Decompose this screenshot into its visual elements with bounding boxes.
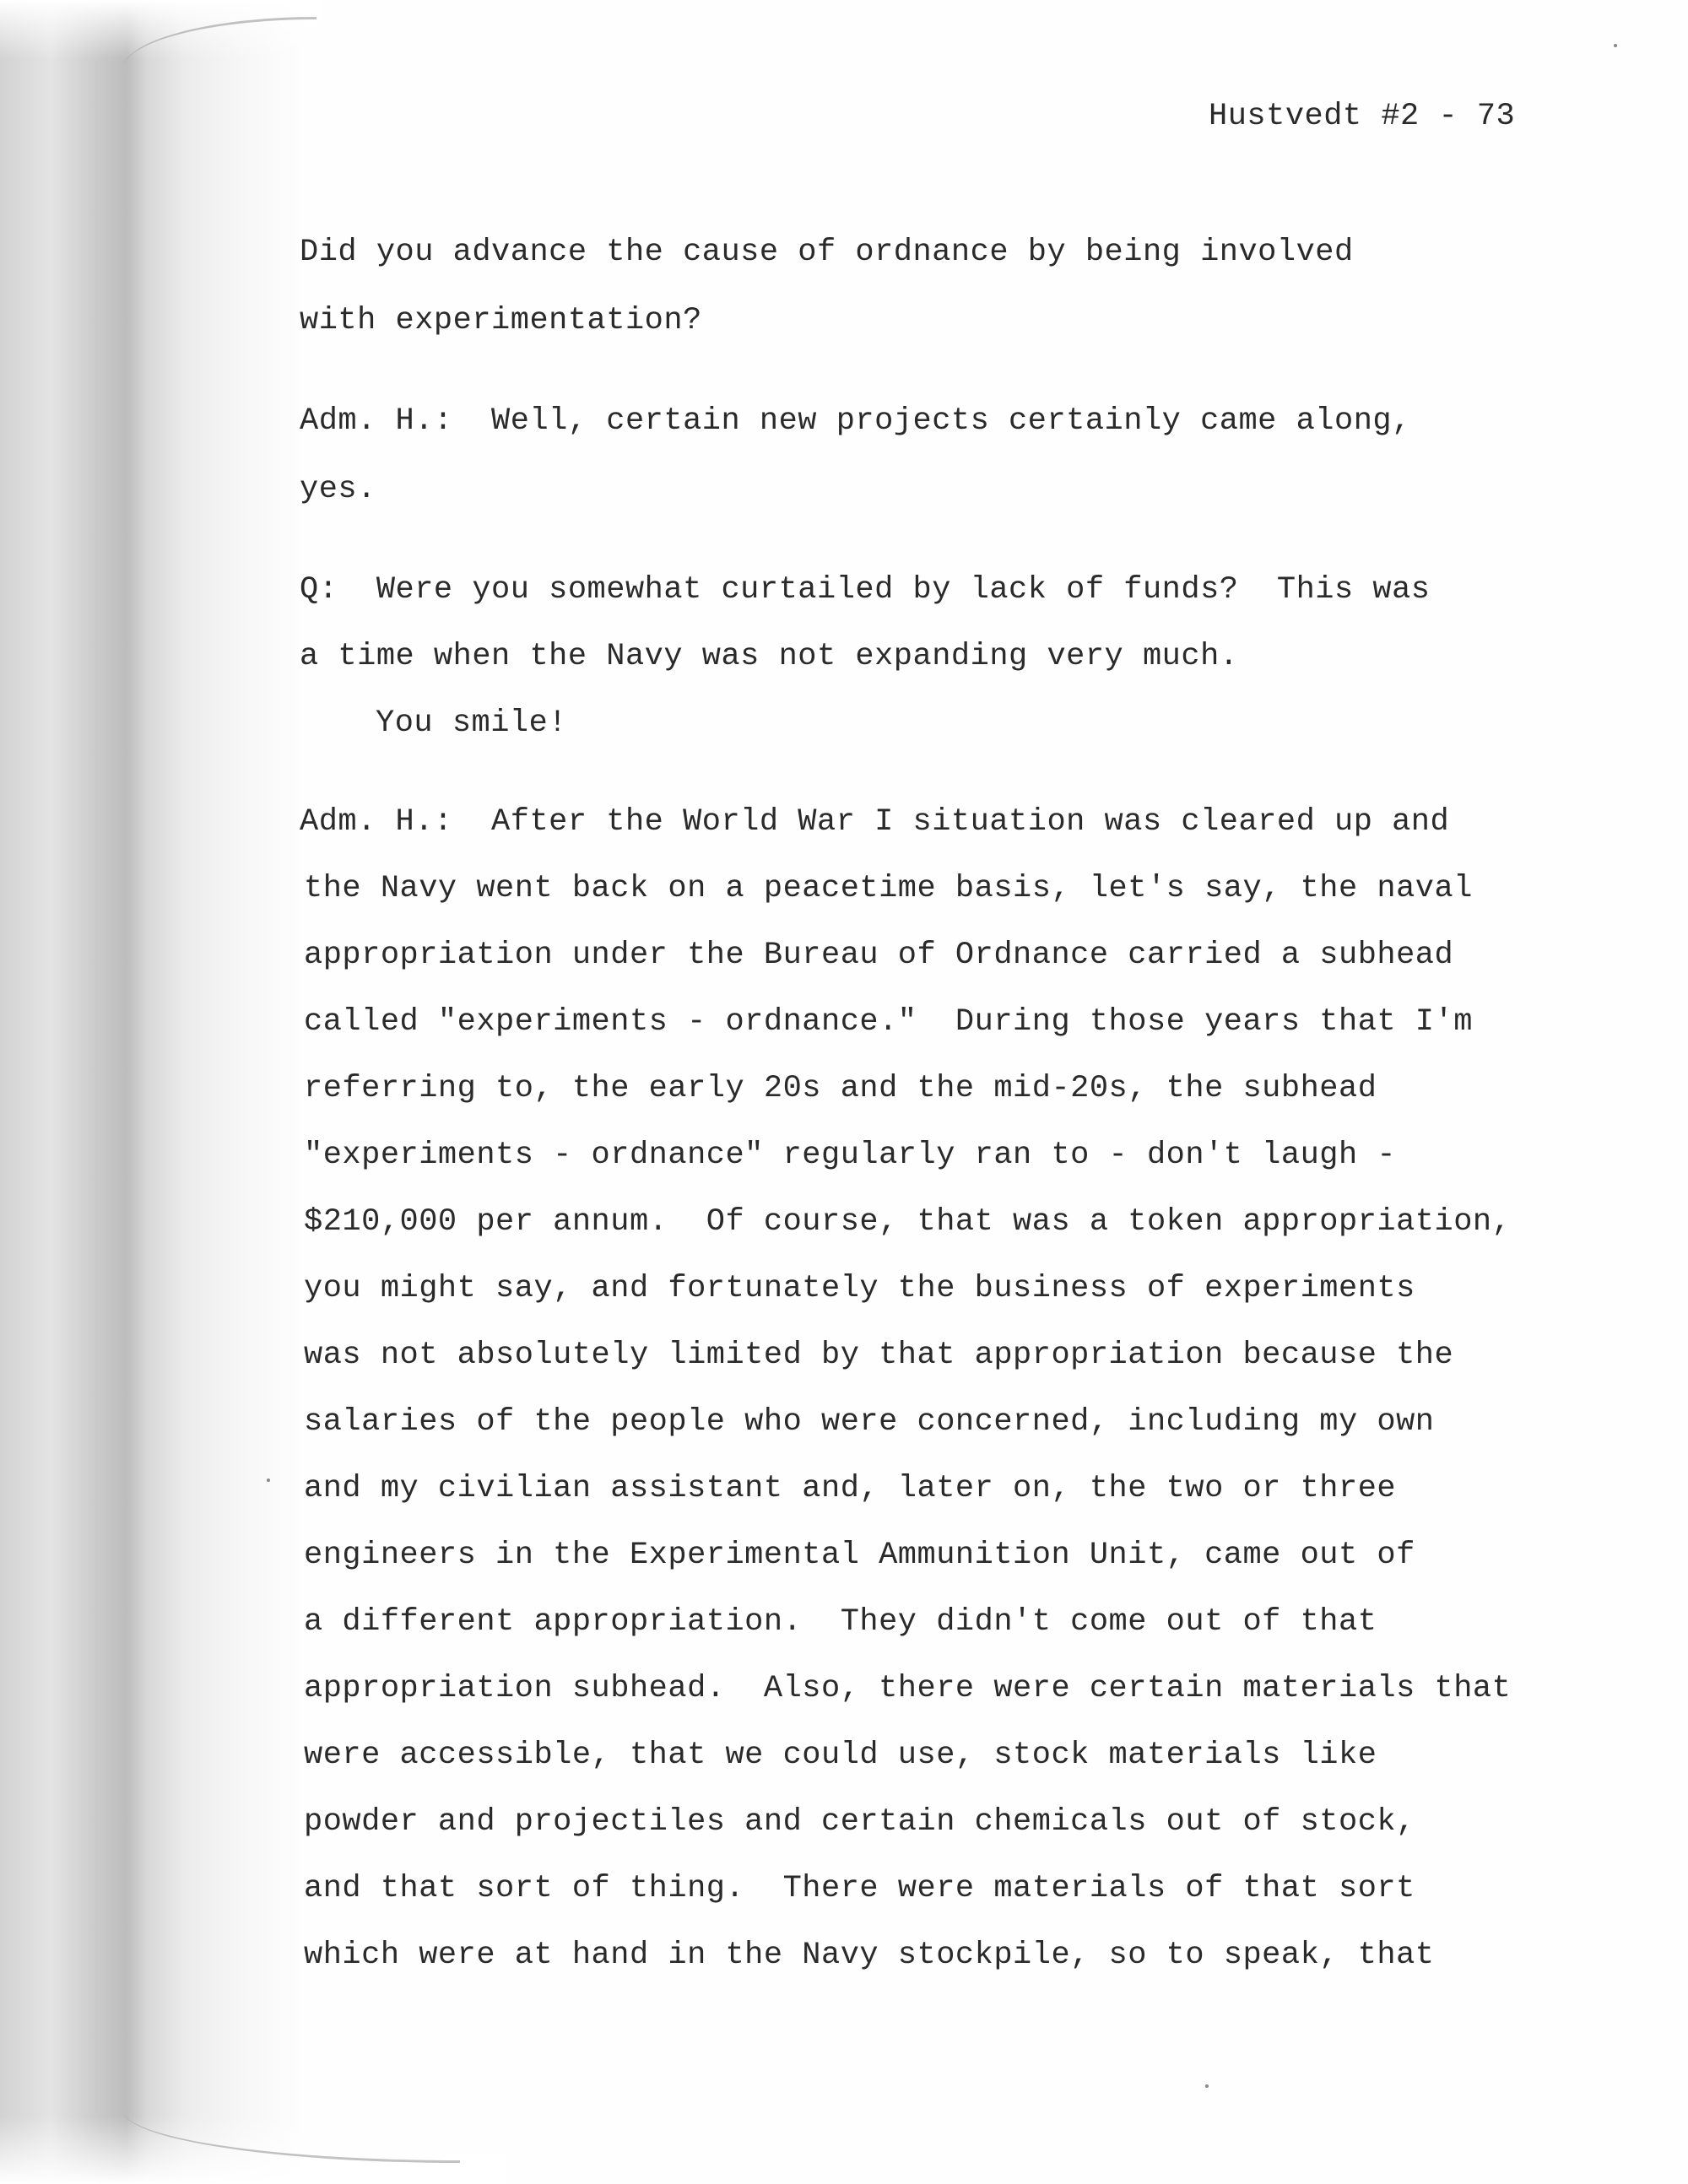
body-line: "experiments - ordnance" regularly ran to - don't laugh -: [304, 1138, 1397, 1173]
body-line: a time when the Navy was not expanding very much.: [300, 639, 1239, 674]
body-line: You smile!: [376, 705, 568, 741]
page-header: Hustvedt #2 - 73: [1209, 99, 1516, 134]
body-line: $210,000 per annum. Of course, that was a token appropriation,: [304, 1204, 1512, 1240]
body-line: were accessible, that we could use, stock materials like: [304, 1738, 1377, 1773]
body-line: salaries of the people who were concerned, including my own: [304, 1404, 1435, 1440]
scan-speck: [267, 1479, 270, 1482]
body-line: referring to, the early 20s and the mid-20s, the subhead: [304, 1071, 1377, 1106]
body-line: the Navy went back on a peacetime basis, let's say, the naval: [304, 871, 1473, 906]
body-line: with experimentation?: [300, 303, 702, 338]
body-line: Adm. H.: Well, certain new projects certainly came along,: [300, 403, 1411, 439]
body-line: appropriation under the Bureau of Ordnance carried a subhead: [304, 938, 1454, 973]
binding-shadow: [0, 0, 304, 2184]
body-line: a different appropriation. They didn't come out of that: [304, 1604, 1377, 1640]
body-line: and my civilian assistant and, later on, the two or three: [304, 1471, 1397, 1506]
body-line: Q: Were you somewhat curtailed by lack of funds? This was: [300, 572, 1431, 608]
body-line: Did you advance the cause of ordnance by being involved: [300, 235, 1354, 270]
body-line: which were at hand in the Navy stockpile, so to speak, that: [304, 1938, 1435, 1973]
scan-speck: [1205, 2084, 1209, 2088]
body-line: was not absolutely limited by that appropriation because the: [304, 1338, 1454, 1373]
body-line: called "experiments - ordnance." During those years that I'm: [304, 1004, 1473, 1040]
body-line: you might say, and fortunately the business of experiments: [304, 1271, 1415, 1306]
body-line: engineers in the Experimental Ammunition Unit, came out of: [304, 1538, 1415, 1573]
body-line: appropriation subhead. Also, there were certain materials that: [304, 1671, 1512, 1706]
body-line: and that sort of thing. There were materials of that sort: [304, 1871, 1415, 1906]
scan-speck: [1614, 44, 1617, 47]
body-line: powder and projectiles and certain chemicals out of stock,: [304, 1804, 1415, 1840]
body-line: yes.: [300, 472, 376, 507]
body-line: Adm. H.: After the World War I situation was cleared up and: [300, 804, 1450, 840]
